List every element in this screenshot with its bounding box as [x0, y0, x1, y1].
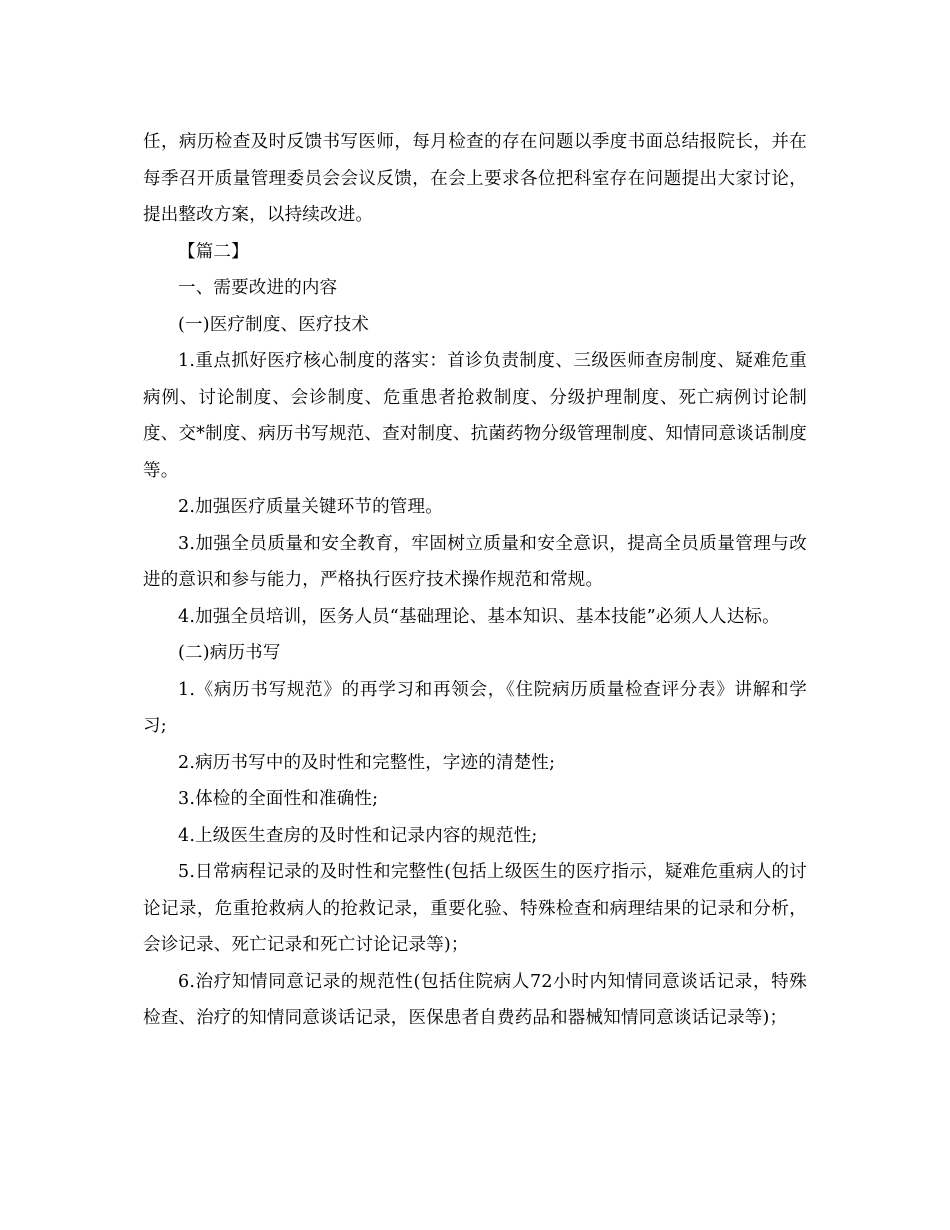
- list-item-timeliness: 2.病历书写中的及时性和完整性，字迹的清楚性;: [178, 752, 556, 773]
- heading-improvement-content: 一、需要改进的内容: [178, 278, 338, 298]
- paragraph-continued-intro: 任，病历检查及时反馈书写医师，每月检查的存在问题以季度书面总结报院长，并在每季召开质量管理委员会会议反馈，在会上要求各位把科室存在问题提出大家讨论，提出整改方案，以持续改进。: [143, 132, 807, 225]
- document-body: [143, 124, 807, 1037]
- list-item-core-systems: 1.重点抓好医疗核心制度的落实：首诊负责制度、三级医师查房制度、疑难危重病例、讨论制度、会诊制度、危重患者抢救制度、分级护理制度、死亡病例讨论制度、交*制度、病历书写规范、查对制度、抗菌药物分级管理制度、知情同意谈话制度等。: [143, 351, 807, 481]
- list-item-key-links: 2.加强医疗质量关键环节的管理。: [178, 497, 443, 517]
- list-item-safety-education: 3.加强全员质量和安全教育，牢固树立质量和安全意识，提高全员质量管理与改进的意识和参与能力，严格执行医疗技术操作规范和常规。: [143, 533, 807, 590]
- list-item-informed-consent: 6.治疗知情同意记录的规范性(包括住院病人72小时内知情同意谈话记录，特殊检查、治疗的知情同意谈话记录，医保患者自费药品和器械知情同意谈话记录等)；: [143, 971, 807, 1028]
- list-item-ward-rounds: 4.上级医生查房的及时性和记录内容的规范性;: [178, 825, 538, 846]
- subheading-medical-systems: (一)医疗制度、医疗技术: [178, 314, 370, 335]
- list-item-progress-notes: 5.日常病程记录的及时性和完整性(包括上级医生的医疗指示，疑难危重病人的讨论记录，危重抢救病人的抢救记录，重要化验、特殊检查和病理结果的记录和分析，会诊记录、死亡记录和死亡讨论记录等)；: [143, 862, 807, 955]
- subheading-medical-records: (二)病历书写: [178, 643, 281, 663]
- list-item-record-standards: 1.《病历书写规范》的再学习和再领会，《住院病历质量检查评分表》讲解和学习;: [143, 679, 807, 736]
- section-heading-part-two: 【篇二】: [178, 241, 249, 262]
- list-item-physical-exam: 3.体检的全面性和准确性;: [178, 789, 379, 809]
- list-item-staff-training: 4.加强全员培训，医务人员“基础理论、基本知识、基本技能”必须人人达标。: [178, 606, 780, 627]
